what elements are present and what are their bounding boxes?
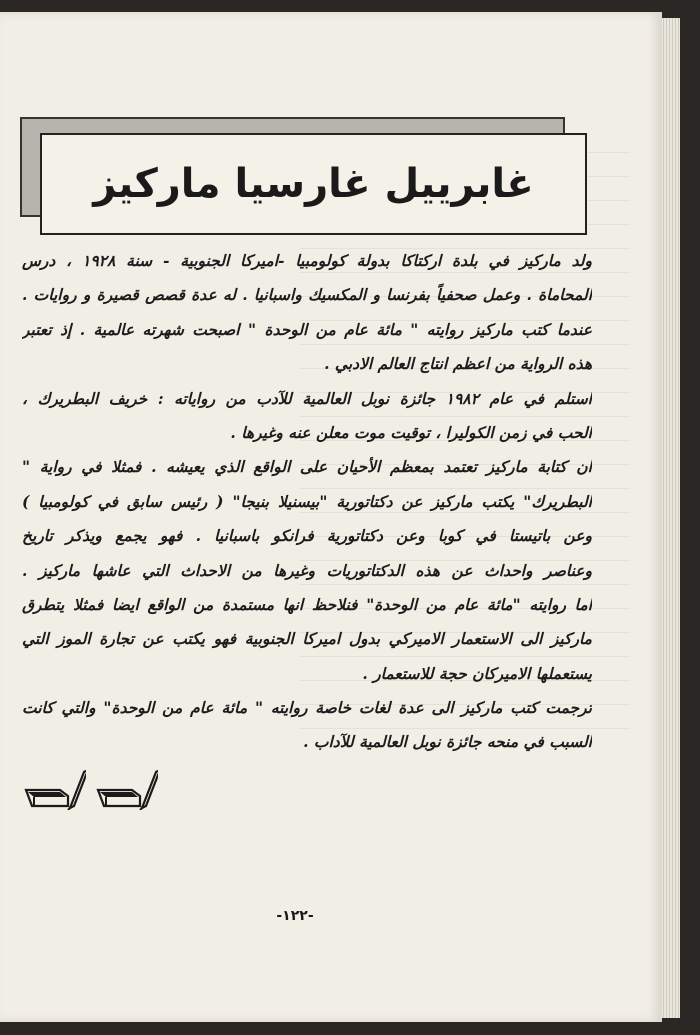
text-line: وعن باتيستا في كوبا وعن دكتاتورية فرانكو باسبانيا . فهو يجمع ويذكر تاريخ bbox=[22, 526, 592, 546]
text-line: اما روايته "مائة عام من الوحدة" فنلاحظ انها مستمدة من الواقع ايضا فمثلا يتطرق bbox=[22, 594, 592, 614]
text-line: ترجمت كتب ماركيز الى عدة لغات خاصة روايته " مائة عام من الوحدة" والتي كانت bbox=[22, 698, 592, 718]
text-line: ولد ماركيز في بلدة اركتاكا بدولة كولومبيا -اميركا الجنوبية - سنة ١٩٢٨ ، درس bbox=[22, 251, 592, 270]
text-line: ان كتابة ماركيز تعتمد بمعظم الأحيان على الواقع الذي يعيشه . فمثلا في رواية " bbox=[22, 457, 592, 477]
text-line: الحب في زمن الكوليرا ، توقيت موت معلن عنه وغيرها . bbox=[230, 422, 592, 442]
page-number: -١٢٢- bbox=[276, 908, 314, 924]
text-line: وعناصر واحداث عن هذه الدكتاتوريات وغيرها من الاحداث التي عاشها ماركيز . bbox=[22, 560, 592, 580]
text-line: عندما كتب ماركيز روايته " مائة عام من الوحدة " اصبحت شهرته عالمية . إذ تعتبر bbox=[22, 319, 592, 339]
text-line: يستعملها الاميركان حجة للاستعمار . bbox=[362, 663, 592, 683]
text-line: استلم في عام ١٩٨٢ جائزة نوبل العالمية للآدب من رواياته : خريف البطريرك ، bbox=[22, 388, 592, 408]
book-and-quill-icon bbox=[24, 768, 86, 810]
page-title: غابرييل غارسيا ماركيز bbox=[93, 161, 534, 207]
title-frame bbox=[40, 133, 587, 235]
text-line: البطريرك" يكتب ماركيز عن دكتاتورية "بيسنيلا بنيجا" ( رئيس سابق في كولومبيا ) bbox=[22, 491, 592, 511]
article-body bbox=[22, 244, 592, 760]
text-line: هذه الرواية من اعظم انتاج العالم الادبي . bbox=[324, 354, 592, 374]
text-line: ماركيز الى الاستعمار الاميركي بدول اميركا الجنوبية فهو يكتب عن تجارة الموز التي bbox=[22, 629, 592, 649]
text-line: المحاماة . وعمل صحفياً بفرنسا و المكسيك واسبانيا . له عدة قصص قصيرة و روايات . bbox=[22, 285, 592, 305]
book-and-quill-icon bbox=[96, 768, 158, 810]
end-ornaments bbox=[24, 768, 158, 810]
text-line: السبب في منحه جائزة نوبل العالمية للآداب . bbox=[303, 732, 592, 752]
